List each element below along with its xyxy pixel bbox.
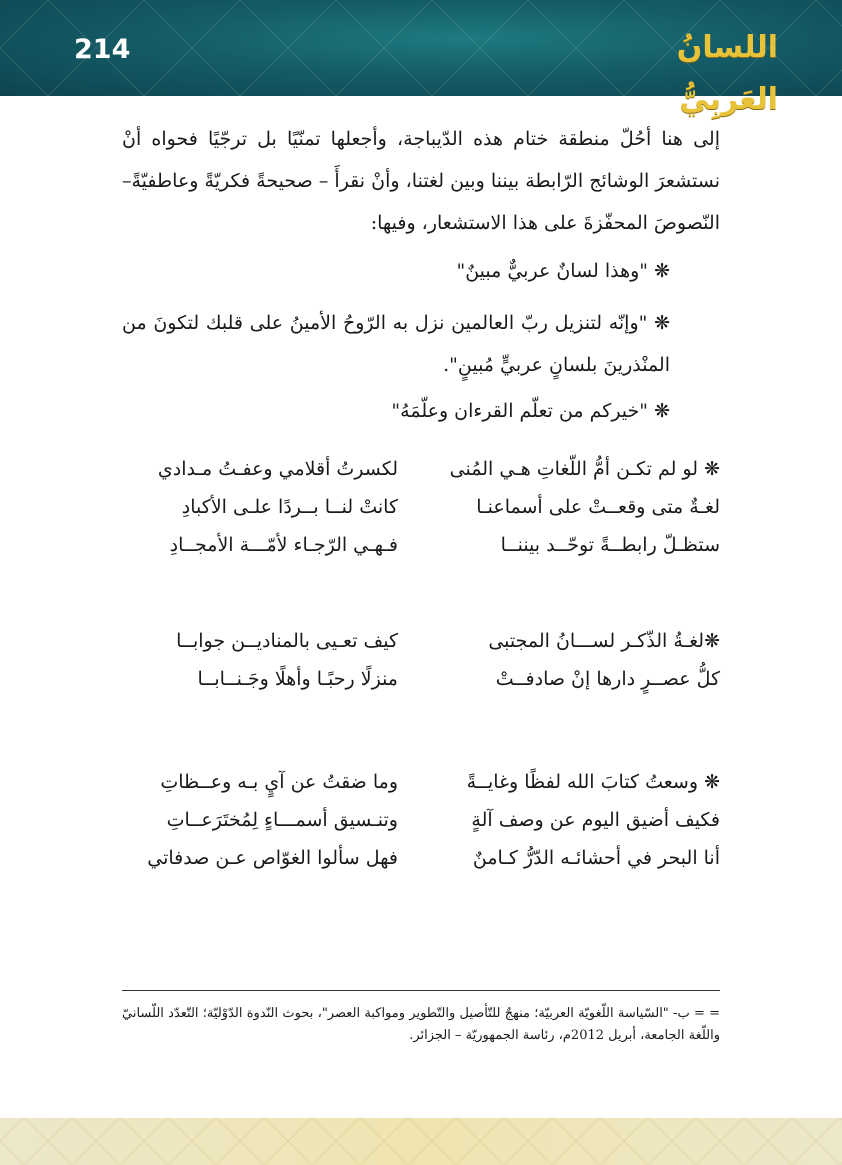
intro-paragraph: إلى هنا أحُلّ منطقة ختام هذه الدّيباجة، وأجعلها تمنّيًا بل ترجّيًا فحواه أنْ نستشعرَ الوشائج الرّابطة بيننا وبين لغتنا، وأنْ نقرأَ – صحيحةً فكريّةً وعاطفيّةً– النّصوصَ المحفّزةَ على هذا الاستشعار، وفيها:	[122, 128, 720, 234]
footnote: = = ب- "السّياسة اللّغويّة العربيّة؛ منهجٌ للتّأصيل والتّطوير ومواكبة العصر"، بحوث النّدوة الدّوْليّة؛ التّعدّد اللّسانيّ واللّغة الجامعة، أبريل 2012م، رئاسة الجمهوريّة – الجزائر.	[122, 1006, 720, 1043]
verse-line	[122, 450, 720, 488]
verse-second-hemistich: فـهـي الرّجـاء لأمّـــة الأمجــادِ	[169, 534, 398, 556]
quote-text: "وإنّه لتنزيل ربّ العالمين نزل به الرّوحُ الأمينُ على قلبك لتكونَ من المنْذرينَ بلسانٍ عربيٍّ مُبينٍ".	[122, 312, 670, 376]
star-bullet-icon: ❋	[654, 260, 670, 282]
verse-first-hemistich: فكيف أضيق اليوم عن وصف آلةٍ	[471, 809, 720, 831]
verse-line	[122, 763, 720, 801]
verse-first-hemistich: لغـةٌ متى وقعــتْ على أسماعنـا	[476, 496, 720, 518]
verse-first-hemistich: ❋ وسعتُ كتابَ الله لفظًا وغايــةً	[466, 771, 720, 793]
poem-stanza	[122, 622, 720, 698]
verse-second-hemistich: لكسرتُ أقلامي وعفـتُ مـدادي	[157, 458, 398, 480]
verse-first-hemistich: كلُّ عصــرٍ دارها إنْ صادفــتْ	[495, 668, 720, 690]
star-bullet-icon: ❋	[654, 400, 670, 422]
quote-text: "وهذا لسانٌ عربيٌّ مبينٌ"	[456, 260, 649, 282]
quote-item	[122, 390, 720, 432]
verse-second-hemistich: منزلًا رحبًـا وأهلًا وجَـنــابــا	[197, 668, 398, 690]
page-footer-band	[0, 1118, 842, 1165]
verse-second-hemistich: وما ضقتُ عن آيٍ بـه وعــظاتِ	[160, 771, 398, 793]
verse-second-hemistich: كيف تعـيى بالمناديــن جوابــا	[176, 630, 398, 652]
verse-second-hemistich: كانتْ لنــا بــردًا علـى الأكبادِ	[181, 496, 398, 518]
verse-line	[122, 839, 720, 877]
verse-line	[122, 660, 720, 698]
footer-pattern	[0, 1118, 842, 1165]
verse-second-hemistich: وتنـسيق أسمـــاءٍ لِمُختَرَعــاتِ	[166, 809, 398, 831]
star-bullet-icon: ❋	[654, 312, 670, 334]
verse-line	[122, 488, 720, 526]
poem-stanza	[122, 763, 720, 877]
footnote-divider	[122, 990, 720, 991]
verse-first-hemistich: ❋لغـةُ الذّكـر لســـانُ المجتبى	[488, 630, 720, 652]
verse-first-hemistich: أنا البحر في أحشائـه الدّرُّ كـامنٌ	[472, 847, 720, 869]
quote-item	[122, 250, 720, 292]
page-number: 214	[74, 34, 131, 65]
poem-stanza	[122, 450, 720, 564]
verse-line	[122, 801, 720, 839]
verse-line	[122, 622, 720, 660]
verse-line	[122, 526, 720, 564]
verse-first-hemistich: ❋ لو لم تكـن أمُّ اللّغاتِ هـي المُنى	[449, 458, 720, 480]
quote-item	[122, 302, 720, 388]
verse-first-hemistich: ستظـلّ رابطــةً توحّــد بيننــا	[500, 534, 720, 556]
verse-second-hemistich: فهل سألوا الغوّاص عـن صدفاتي	[147, 847, 398, 869]
quote-text: "خيركم من تعلّم القرءان وعلّمَهُ"	[391, 400, 649, 422]
journal-logo: اللسانُ العَربِيُّ	[676, 30, 778, 117]
